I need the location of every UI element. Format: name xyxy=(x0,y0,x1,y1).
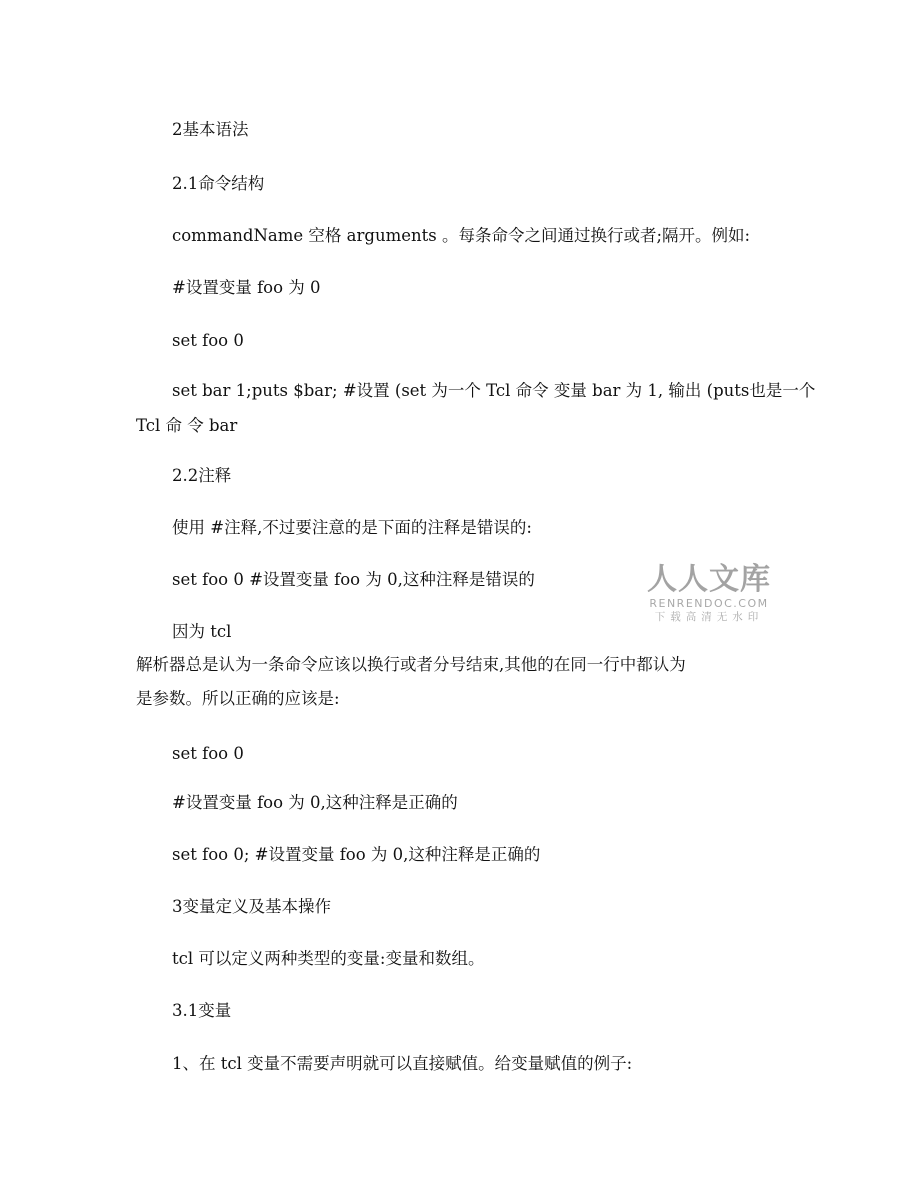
heading-command-structure: 2.1命令结构 xyxy=(172,174,265,193)
paragraph-variable-types: tcl 可以定义两种类型的变量:变量和数组。 xyxy=(172,949,485,968)
paragraph-comment-usage: 使用 #注释,不过要注意的是下面的注释是错误的: xyxy=(172,518,532,537)
code-line-correct-comment: set foo 0; #设置变量 foo 为 0,这种注释是正确的 xyxy=(172,845,541,864)
heading-variable: 3.1变量 xyxy=(172,1001,232,1020)
code-comment-line: #设置变量 foo 为 0,这种注释是正确的 xyxy=(172,793,458,812)
paragraph-reason: 因为 tcl xyxy=(172,622,232,641)
heading-comments: 2.2注释 xyxy=(172,466,232,485)
watermark-logo xyxy=(645,563,773,624)
code-comment-line: #设置变量 foo 为 0 xyxy=(172,278,321,297)
paragraph-reason-end: 是参数。所以正确的应该是: xyxy=(136,689,340,708)
paragraph-reason-continued: 解析器总是认为一条命令应该以换行或者分号结束,其他的在同一行中都认为 xyxy=(136,655,686,674)
paragraph-command-syntax: commandName 空格 arguments 。每条命令之间通过换行或者;隔开。例如: xyxy=(172,226,751,245)
code-line-continuation: Tcl 命 令 bar xyxy=(136,416,238,435)
watermark-title: 人人文库 xyxy=(647,562,771,597)
code-line: set bar 1;puts $bar; #设置 (set 为一个 Tcl 命令 变量 bar 为 1, 输出 (puts也是一个 xyxy=(172,381,816,400)
code-line: set foo 0 xyxy=(172,331,244,350)
watermark-tagline: 下载高清无水印 xyxy=(654,611,764,623)
heading-basic-syntax: 2基本语法 xyxy=(172,120,249,139)
code-line: set foo 0 xyxy=(172,744,244,763)
code-line-wrong-comment: set foo 0 #设置变量 foo 为 0,这种注释是错误的 xyxy=(172,570,535,589)
paragraph-variable-assignment: 1、在 tcl 变量不需要声明就可以直接赋值。给变量赋值的例子: xyxy=(172,1054,633,1073)
heading-variables: 3变量定义及基本操作 xyxy=(172,897,331,916)
watermark-site: RENRENDOC.COM xyxy=(649,597,769,610)
